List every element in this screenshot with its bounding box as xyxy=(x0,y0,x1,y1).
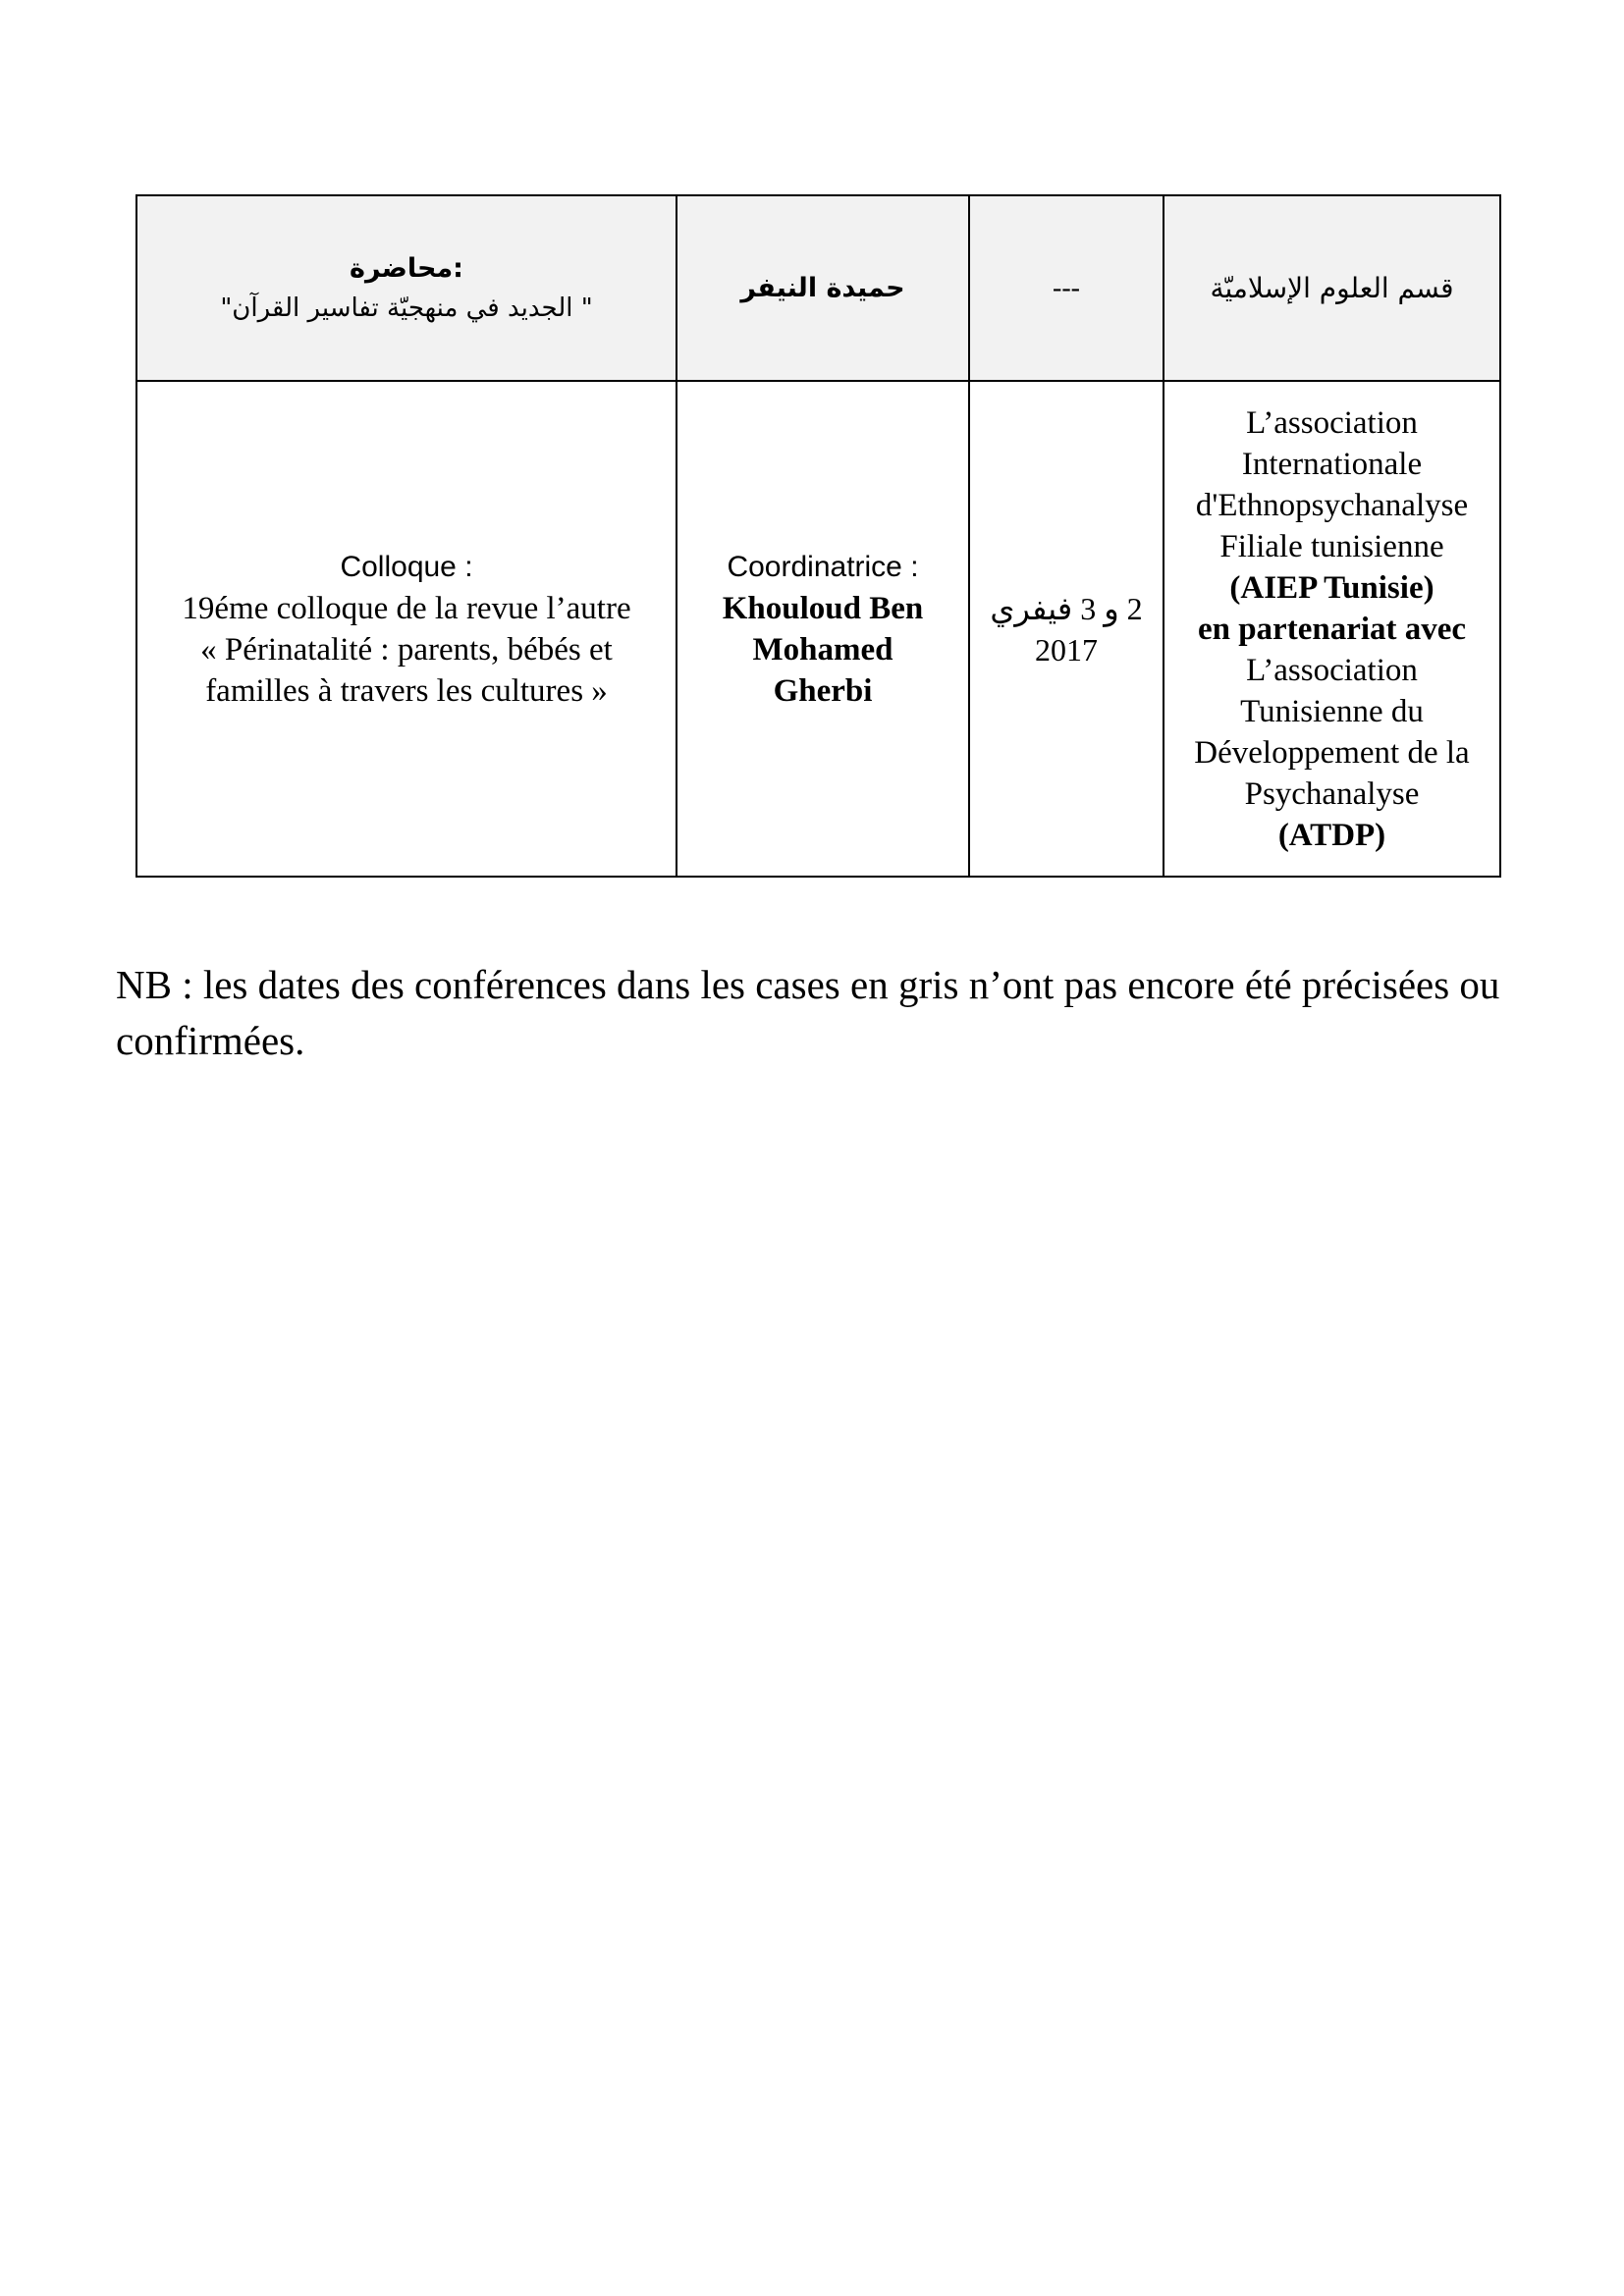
organizer-cell xyxy=(1164,195,1500,381)
event-cell xyxy=(136,195,677,381)
speaker-cell xyxy=(677,195,969,381)
organizer-name: قسم العلوم الإسلاميّة xyxy=(1210,272,1454,304)
event-date-days: 2 و 3 فيفري xyxy=(990,590,1143,626)
organizer-acronym: (ATDP) xyxy=(1277,817,1386,853)
organizer-line: Psychanalyse xyxy=(1244,775,1420,812)
organizer-line: Tunisienne du xyxy=(1240,693,1424,729)
event-type: Colloque : xyxy=(340,550,473,583)
event-title-line: « Périnatalité : parents, bébés et xyxy=(200,631,613,667)
event-title-line: 19éme colloque de la revue l’autre xyxy=(182,590,631,626)
organizer-line: Développement de la xyxy=(1194,734,1470,771)
date-cell xyxy=(969,381,1164,877)
event-title: محاضرة: xyxy=(350,252,463,284)
speaker-name-line: Mohamed xyxy=(752,631,893,667)
partnership-line: en partenariat avec xyxy=(1197,611,1467,647)
organizer-acronym: (AIEP Tunisie) xyxy=(1229,569,1435,606)
events-table xyxy=(135,194,1501,878)
event-date: --- xyxy=(1053,272,1080,303)
event-date-year: 2017 xyxy=(1035,631,1098,667)
speaker-name: حميدة النيفر xyxy=(740,272,905,303)
organizer-line: Filiale tunisienne xyxy=(1219,528,1444,564)
event-cell xyxy=(136,381,677,877)
speaker-cell xyxy=(677,381,969,877)
organizer-line: d'Ethnopsychanalyse xyxy=(1195,487,1469,523)
speaker-name-line: Gherbi xyxy=(773,672,873,709)
organizer-line: L’association xyxy=(1246,652,1418,688)
organizer-line: Internationale xyxy=(1241,446,1423,482)
table-row xyxy=(136,381,1500,877)
organizer-line: L’association xyxy=(1246,404,1418,441)
speaker-name-line: Khouloud Ben xyxy=(722,590,924,626)
event-title-line: familles à travers les cultures » xyxy=(205,672,608,709)
table-row xyxy=(136,195,1500,381)
date-cell xyxy=(969,195,1164,381)
event-subtitle: " الجديد في منهجيّة تفاسير القرآن" xyxy=(220,293,593,323)
footnote: NB : les dates des conférences dans les cases en gris n’ont pas encore été précisées ou confirmées. xyxy=(116,962,1500,1063)
speaker-role: Coordinatrice : xyxy=(727,550,919,583)
organizer-cell xyxy=(1164,381,1500,877)
